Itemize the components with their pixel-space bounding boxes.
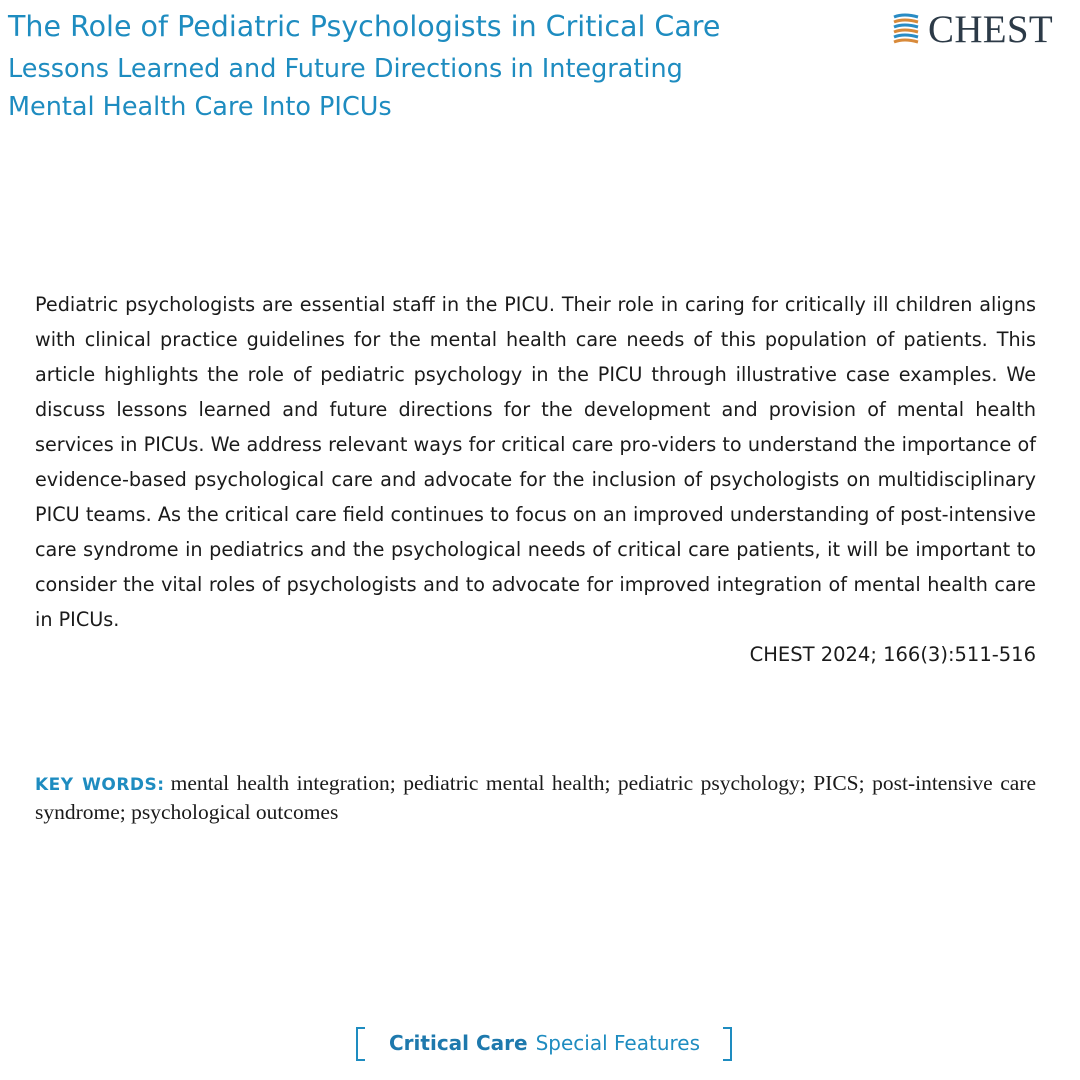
logo-wordmark: CHEST bbox=[928, 8, 1054, 51]
keywords-text: mental health integration; pediatric mental health; pediatric psychology; PICS; post-intensive care syndrome; psychological outcomes bbox=[35, 771, 1037, 824]
article-subtitle bbox=[8, 50, 683, 126]
subtitle-line-1: Lessons Learned and Future Directions in Integrating bbox=[8, 54, 683, 84]
citation: CHEST 2024; 166(3):511-516 bbox=[749, 643, 1036, 666]
chest-stripes-logo-icon bbox=[892, 12, 924, 46]
section-footer bbox=[356, 1027, 732, 1063]
abstract-text: Pediatric psychologists are essential staff in the PICU. Their role in caring for critically ill children aligns with clinical practice guidelines for the mental health care needs of this population of patients. This article highlights the role of pediatric psychology in the PICU through illustrative case examples. We discuss lessons learned and future directions for the development and provision of mental health services in PICUs. We address relevant ways for critical care pro-viders to understand the importance of evidence-based psychological care and advocate for the inclusion of psychologists on multidisciplinary PICU teams. As the critical care field continues to focus on an improved understanding of post-intensive care syndrome in pediatrics and the psychological needs of critical care patients, it will be important to consider the vital roles of psychologists and to advocate for improved integration of mental health care in PICUs. bbox=[35, 293, 1036, 631]
article-title: The Role of Pediatric Psychologists in Critical Care bbox=[8, 10, 721, 43]
right-bracket-icon bbox=[723, 1027, 732, 1061]
chest-logo bbox=[892, 10, 1072, 50]
footer-section-type: Special Features bbox=[535, 1031, 701, 1055]
keywords bbox=[35, 770, 1036, 826]
footer-section-name: Critical Care bbox=[389, 1031, 528, 1055]
subtitle-line-2: Mental Health Care Into PICUs bbox=[8, 92, 392, 122]
keywords-label: KEY WORDS: bbox=[35, 775, 165, 795]
footer-label bbox=[389, 1031, 700, 1055]
left-bracket-icon bbox=[356, 1027, 365, 1061]
